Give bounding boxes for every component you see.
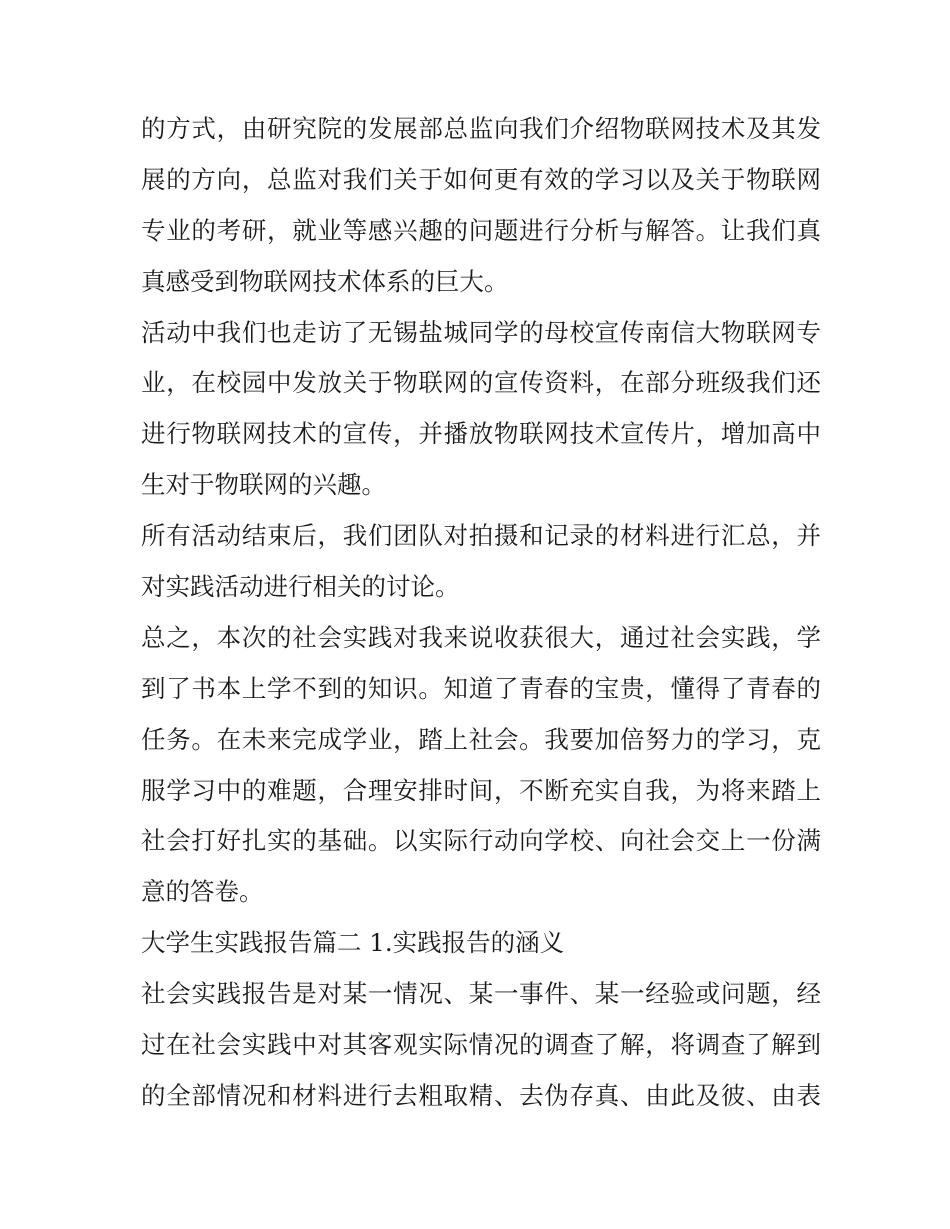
text-line: 社会打好扎实的基础。以实际行动向学校、向社会交上一份满 [141,826,821,856]
text-line: 的方式，由研究院的发展部总监向我们介绍物联网技术及其发 [141,114,821,143]
text-line: 生对于物联网的兴趣。 [141,470,386,500]
text-line: 业，在校园中发放关于物联网的宣传资料，在部分班级我们还 [141,368,821,398]
text-line: 对实践活动进行相关的讨论。 [141,572,460,602]
text-line: 的全部情况和材料进行去粗取精、去伪存真、由此及彼、由表 [141,1080,821,1110]
text-line: 总之，本次的社会实践对我来说收获很大，通过社会实践，学 [141,622,821,652]
text-line: 过在社会实践中对其客观实际情况的调查了解，将调查了解到 [141,1030,821,1060]
text-line: 所有活动结束后，我们团队对拍摄和记录的材料进行汇总，并 [141,521,821,551]
text-line: 社会实践报告是对某一情况、某一事件、某一经验或问题，经 [141,979,821,1009]
text-line: 任务。在未来完成学业，踏上社会。我要加倍努力的学习，克 [141,724,821,754]
text-line: 活动中我们也走访了无锡盐城同学的母校宣传南信大物联网专 [141,317,821,347]
text-line: 展的方向，总监对我们关于如何更有效的学习以及关于物联网 [141,164,821,194]
text-line: 到了书本上学不到的知识。知道了青春的宝贵，懂得了青春的 [141,673,821,703]
document-body [141,104,821,1122]
text-line: 服学习中的难题，合理安排时间，不断充实自我，为将来踏上 [141,775,821,805]
text-line: 专业的考研，就业等感兴趣的问题进行分析与解答。让我们真 [141,215,821,245]
text-line: 大学生实践报告篇二 1.实践报告的涵义 [141,928,565,958]
text-line: 进行物联网技术的宣传，并播放物联网技术宣传片，增加高中 [141,419,821,449]
text-line: 真感受到物联网技术体系的巨大。 [141,266,509,296]
text-line: 意的答卷。 [141,877,264,907]
